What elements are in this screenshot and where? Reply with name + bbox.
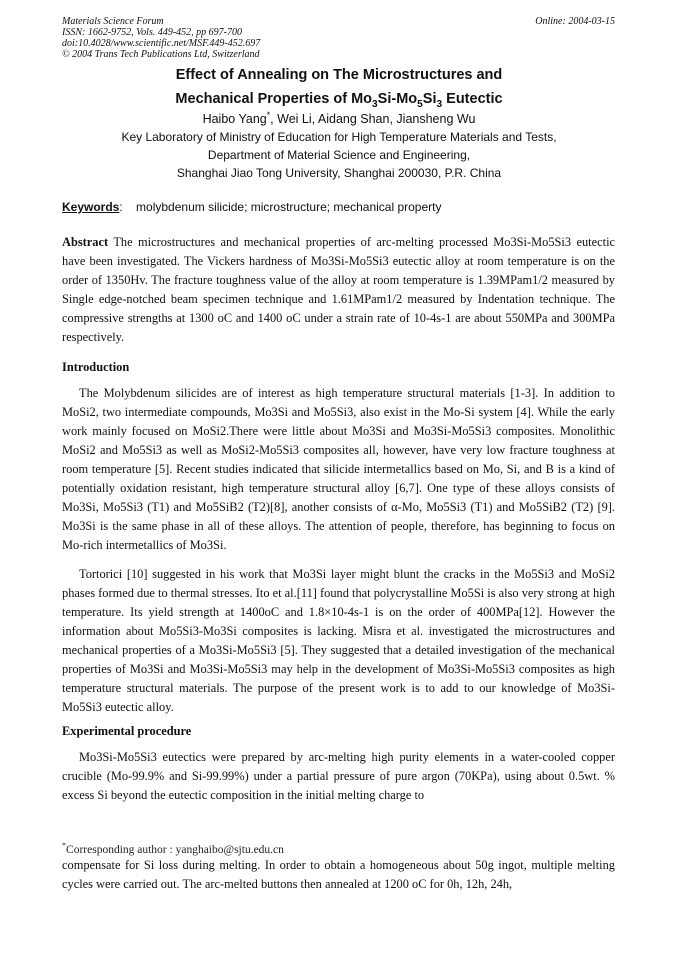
issn-line: ISSN: 1662-9752, Vols. 449-452, pp 697-700 bbox=[62, 27, 242, 38]
affiliation-line2: Department of Material Science and Engineering, bbox=[207, 148, 471, 162]
introduction-paragraph-1: The Molybdenum silicides are of interest as high temperature structural materials [1-3]. In addition to MoSi2, two intermediate compounds, Mo3Si and Mo5Si3, also exist in the Mo-Si system [4]. While the early work mainly focused on MoSi2.There were little about Mo3Si and Mo3Si-Mo5Si3 composites. Monolithic MoSi2 and Mo5Si3 as well as MoSi2-Mo5Si3 composites all, however, have very low fracture toughness at room temperature [5]. Recent studies indicated that silicide intermetallics based on Mo, Si, and B is a kind of potentially oxidation resistant, high temperature structural alloy [6,7]. One type of these alloys consists of Mo3Si, Mo5Si3 (T1) and Mo5SiB2 (T2)[8], another consists of α-Mo, Mo5Si3 (T1) and Mo5SiB2 (T2) [9]. Mo3Si is the same phase in all of these alloys. The attention of people, therefore, has beginning to focus on Mo-rich intermetallics of Mo3Si. bbox=[62, 386, 615, 552]
experimental-paragraph-1: Mo3Si-Mo5Si3 eutectics were prepared by arc-melting high purity elements in a water-cooled copper crucible (Mo-99.9% and Si-99.99%) under a partial pressure of pure argon (70KPa), using about 0.5wt. % excess Si beyond the eutectic composition in the initial melting charge to bbox=[62, 750, 615, 802]
keywords-text: molybdenum silicide; microstructure; mechanical property bbox=[136, 200, 442, 214]
authors: Haibo Yang*, Wei Li, Aidang Shan, Jiansheng Wu bbox=[202, 109, 476, 126]
keywords-label: Keywords bbox=[62, 200, 120, 214]
abstract-text: The microstructures and mechanical properties of arc-melting processed Mo3Si-Mo5Si3 eutectic have been investigated. The Vickers hardness of Mo3Si-Mo5Si3 eutectic alloy at room temperature is on the order of 1350Hv. The fracture toughness value of the alloy at room temperature is 1.39MPam1/2 measured by Single edge-notched beam specimen technique and 1.61MPam1/2 measured by Indentation technique. The compressive strengths at 1300 oC and 1400 oC under a strain rate of 10-4s-1 are about 550MPa and 300MPa respectively. bbox=[62, 235, 616, 344]
affiliation-line3: Shanghai Jiao Tong University, Shanghai 200030, P.R. China bbox=[176, 166, 502, 180]
online-date: Online: 2004-03-15 bbox=[535, 16, 615, 27]
doi-line: doi:10.4028/www.scientific.net/MSF.449-452.697 bbox=[62, 38, 261, 49]
paper-title-line1: Effect of Annealing on The Microstructures and bbox=[175, 67, 503, 83]
experimental-heading: Experimental procedure bbox=[62, 724, 192, 738]
introduction-paragraph-2: Tortorici [10] suggested in his work that Mo3Si layer might blunt the cracks in the Mo5Si3 and MoSi2 phases formed due to thermal stresses. Ito et al.[11] found that polycrystalline Mo5Si is also very strong at high temperature. Its yield strength at 1400oC and 1.8×10-4s-1 is on the order of 400MPa[12]. However the information about Mo5Si3-Mo3Si composites is lacking. Misra et al. investigated the microstructures and mechanical properties of a Mo3Si-Mo5Si3 [5]. They suggested that a detailed investigation of the mechanical properties of Mo3Si and Mo3Si-Mo5Si3 may help in the development of Mo3Si-Mo5Si3 composites as high temperature structural materials. The purpose of the present work is to add to our knowledge of Mo3Si-Mo5Si3 eutectic alloy. bbox=[62, 567, 615, 714]
abstract-label: Abstract bbox=[62, 235, 109, 249]
corresponding-author-footnote: *Corresponding author : yanghaibo@sjtu.edu.cn bbox=[62, 841, 284, 856]
keywords-line: Keywords: molybdenum silicide; microstructure; mechanical property bbox=[62, 200, 442, 214]
copyright-line: © 2004 Trans Tech Publications Ltd, Switzerland bbox=[62, 49, 260, 60]
journal-name: Materials Science Forum bbox=[62, 16, 164, 27]
abstract-paragraph bbox=[62, 233, 615, 347]
journal-header bbox=[62, 16, 260, 60]
experimental-paragraph-2: compensate for Si loss during melting. In order to obtain a homogeneous about 50g ingot, multiple melting cycles were carried out. The arc-melted buttons then annealed at 1200 oC for 0h, 12h, 24h, bbox=[62, 858, 615, 891]
introduction-heading: Introduction bbox=[62, 360, 130, 374]
paper-title-line2: Mechanical Properties of $Mo_3Si-Mo_5Si_3$ Eutectic bbox=[175, 91, 503, 110]
affiliation-line1: Key Laboratory of Ministry of Education for High Temperature Materials and Tests, bbox=[121, 130, 557, 144]
